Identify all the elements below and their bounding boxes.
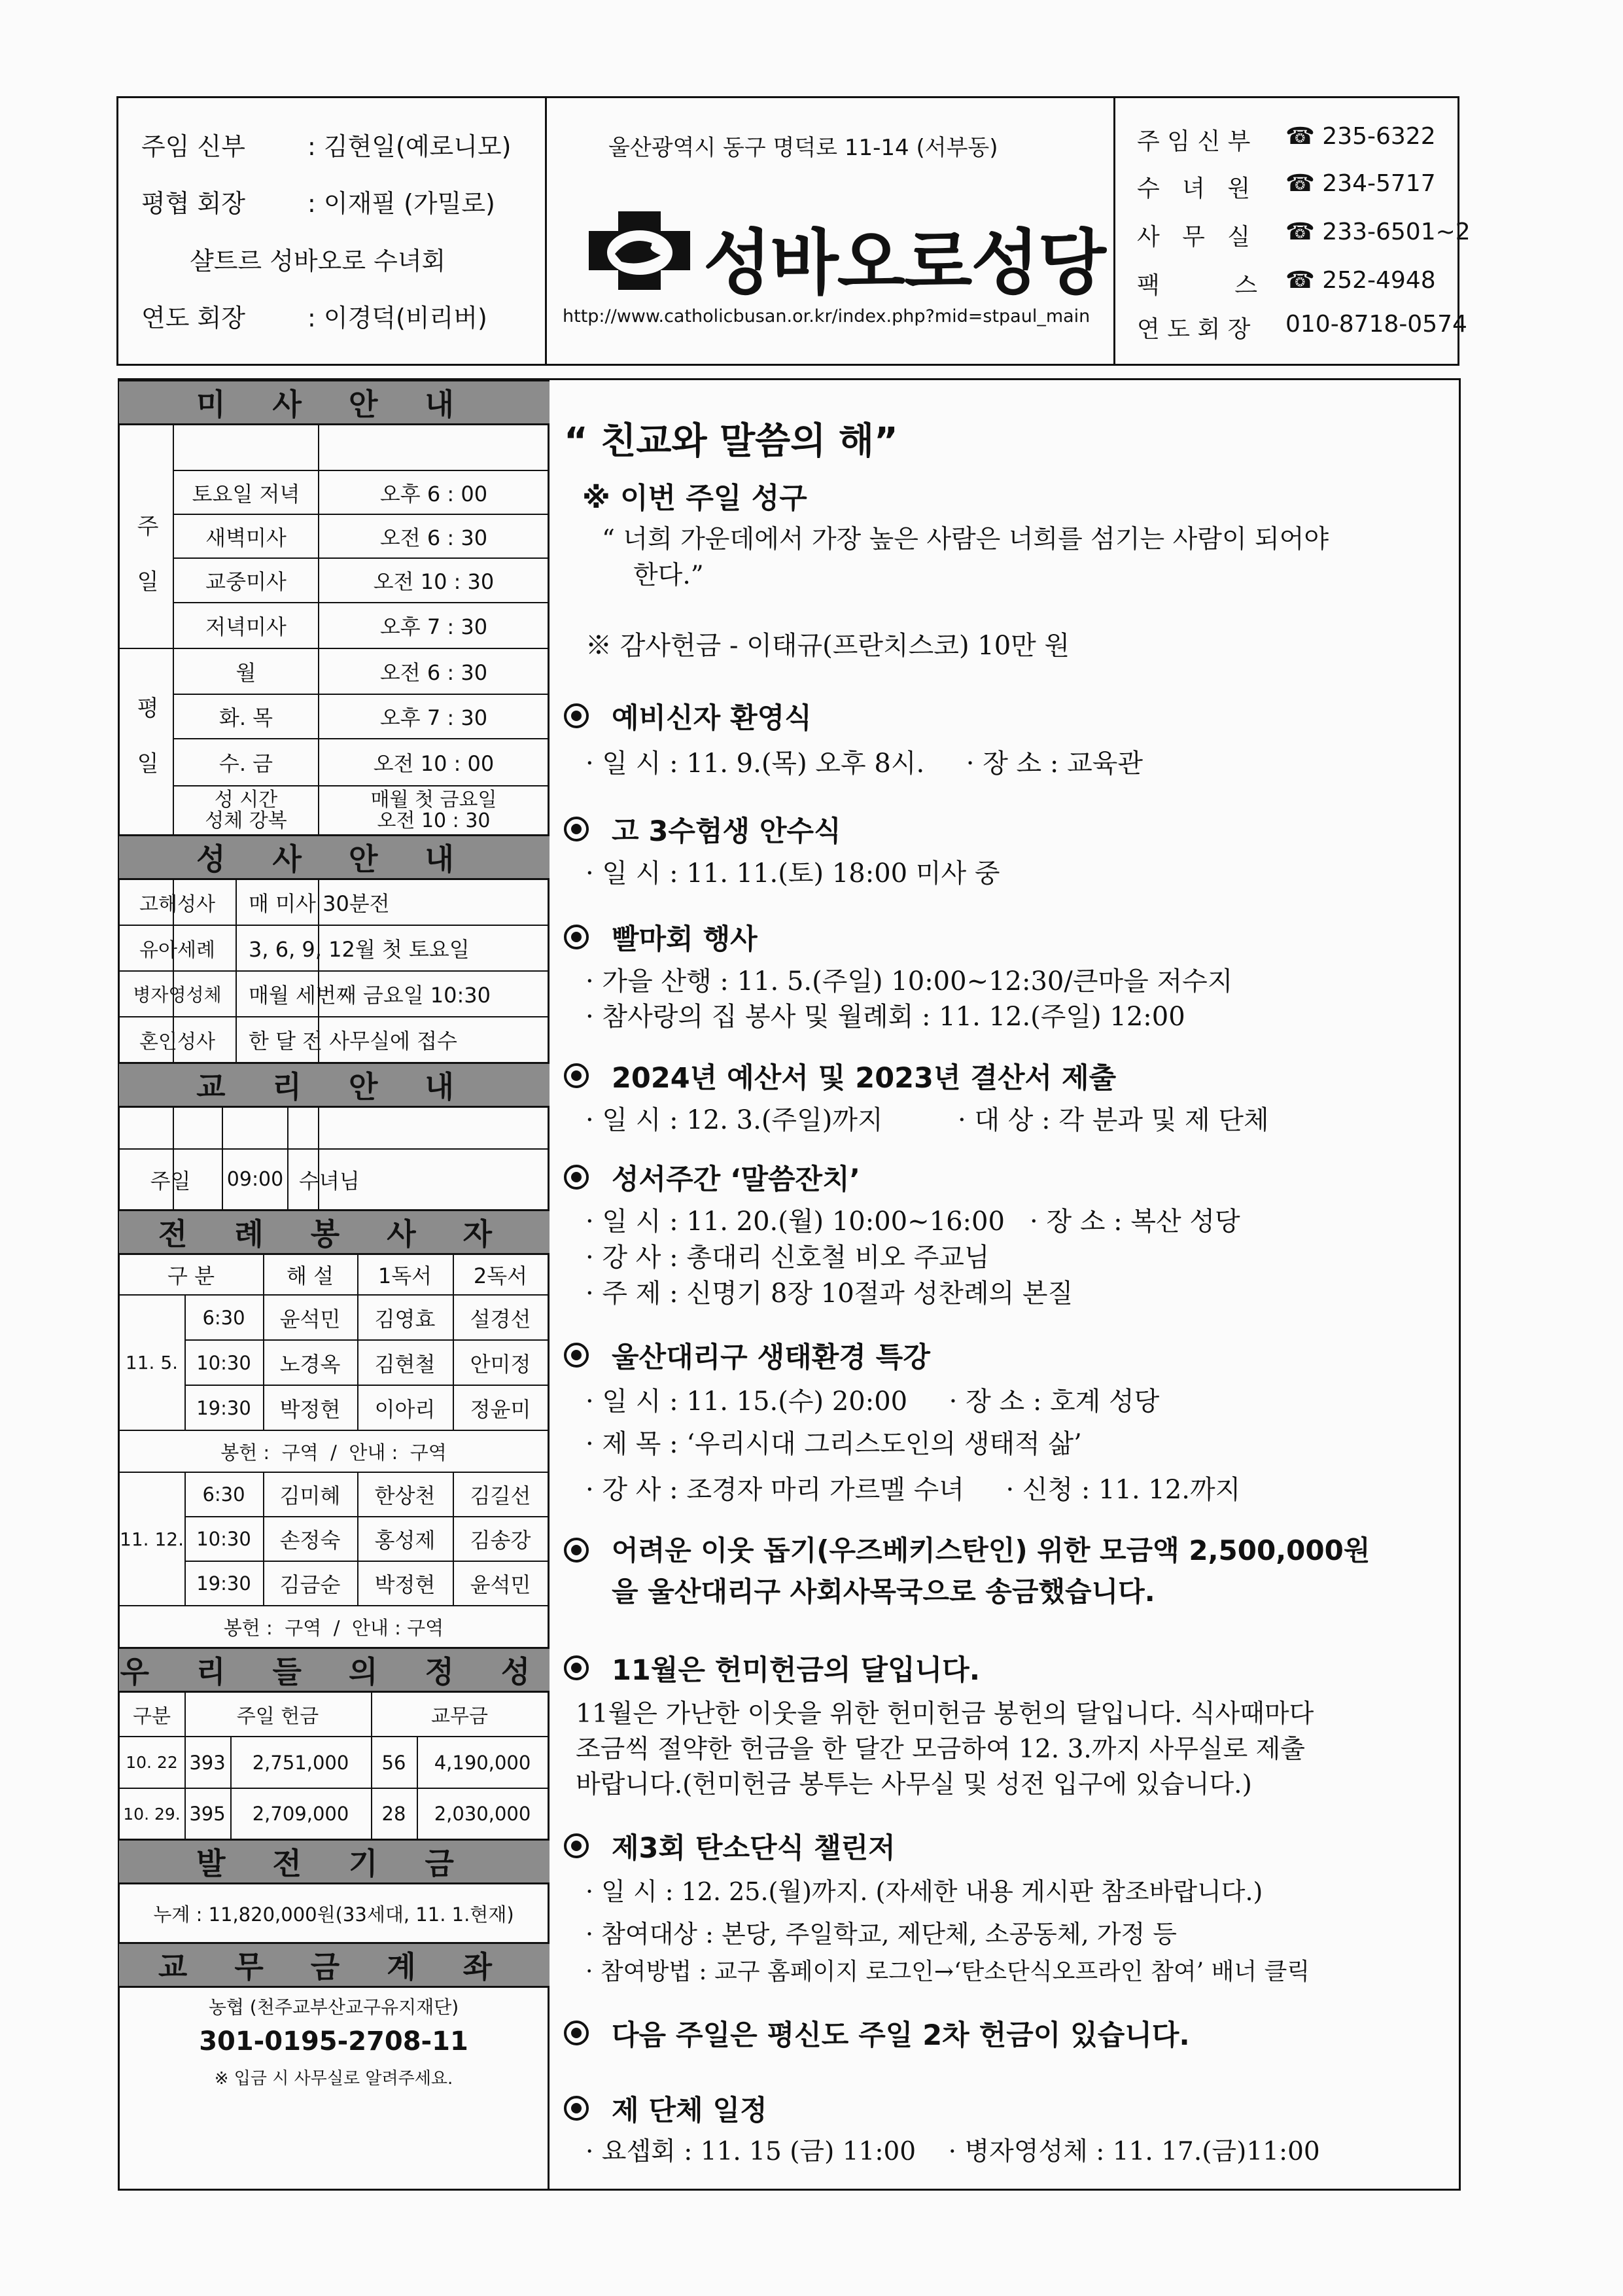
reader-2: 김송강: [470, 1528, 531, 1553]
notice-line: · 일 시 : 11. 11.(토) 18:00 미사 중: [585, 858, 1000, 889]
staff-council-label: 평협 회장: [141, 189, 245, 218]
mass-time: 오전 6 : 30: [379, 660, 488, 685]
account-number[interactable]: 301-0195-2708-11: [199, 2026, 468, 2057]
notice-line: · 강 사 : 조경자 마리 가르멜 수녀 · 신청 : 11. 12.까지: [585, 1475, 1241, 1505]
account-bank: 농협 (천주교부산교구유지재단): [208, 1996, 459, 2018]
notice-title: 빨마회 행사: [612, 923, 758, 956]
mass-name: 토요일 저녁: [192, 481, 300, 506]
offering-header: 구분: [133, 1705, 171, 1728]
sacrament-name: 고해성사: [139, 893, 215, 916]
commentator: 박정현: [279, 1396, 341, 1422]
ministers-header: 구 분: [167, 1263, 215, 1288]
ministers-time: 6:30: [202, 1306, 245, 1329]
notice-line: · 일 시 : 11. 15.(수) 20:00 · 장 소 : 호계 성당: [585, 1386, 1160, 1417]
reader-1: 홍성제: [374, 1528, 436, 1553]
offering-header: 주일 헌금: [236, 1705, 319, 1728]
reader-2: 윤석민: [470, 1572, 531, 1597]
offering-date: 10. 29.: [123, 1804, 181, 1824]
staff-sisters: 샬트르 성바오로 수녀회: [190, 247, 446, 275]
contact-label: 연 도 회 장: [1137, 316, 1251, 343]
offering-amount: 2,709,000: [252, 1803, 349, 1825]
contact-phone: 235-6322: [1322, 123, 1436, 150]
mass-time: 오전 6 : 30: [379, 525, 488, 550]
notice-title: 제3회 탄소단식 챌린저: [612, 1832, 896, 1865]
staff-yeondo-value: : 이경덕(비리버): [307, 304, 487, 332]
bullet-icon: [564, 817, 589, 841]
sacrament-name: 혼인성사: [139, 1031, 215, 1053]
contact-phone: 234-5717: [1322, 170, 1436, 197]
ministers-time: 6:30: [202, 1483, 245, 1506]
reader-2: 안미정: [470, 1351, 531, 1377]
staff-council-value: : 이재필 (가밀로): [307, 189, 495, 218]
sacrament-name: 유아세례: [139, 939, 215, 962]
verse-line: 한다.”: [633, 561, 704, 590]
notice-title: 어려운 이웃 돕기(우즈베키스탄인) 위한 모금액 2,500,000원: [612, 1534, 1370, 1566]
notice-line: · 주 제 : 신명기 8장 10절과 성찬례의 본질: [585, 1279, 1073, 1309]
mass-time: 매월 첫 금요일 오전 10 : 30: [370, 788, 497, 832]
mass-name: 새벽미사: [205, 525, 287, 550]
commentator: 김미혜: [279, 1483, 341, 1508]
sacrament-value: 한 달 전 사무실에 접수: [249, 1029, 457, 1053]
reader-1: 한상천: [374, 1483, 436, 1508]
mass-name: 저녁미사: [205, 614, 287, 639]
bullet-icon: [564, 1063, 589, 1088]
mass-time: 오후 7 : 30: [379, 614, 488, 639]
left-column: [119, 380, 548, 2189]
fund-section-title: 발 전 기 금: [119, 1839, 550, 1884]
ministers-time: 19:30: [196, 1396, 251, 1419]
notice-title: 성서주간 ‘말씀잔치’: [612, 1163, 860, 1196]
notice-line: · 일 시 : 11. 9.(목) 오후 8시. · 장 소 : 교육관: [585, 749, 1143, 779]
notice-line: 조금씩 절약한 헌금을 한 달간 모금하여 12. 3.까지 사무실로 제출: [576, 1735, 1305, 1764]
mass-time: 오후 7 : 30: [379, 705, 488, 730]
sacrament-section-title: 성 사 안 내: [119, 834, 550, 880]
commentator: 김금순: [279, 1572, 341, 1597]
ministers-date: 11. 12.: [120, 1528, 184, 1550]
dues-amount: 2,030,000: [434, 1803, 531, 1825]
reader-2: 정윤미: [470, 1396, 531, 1422]
dues-count: 28: [381, 1803, 406, 1825]
staff-pastor-label: 주임 신부: [141, 132, 245, 161]
ministers-header: 2독서: [473, 1263, 528, 1288]
catechism-section-title: 교 리 안 내: [119, 1062, 550, 1108]
notice-line: 11월은 가난한 이웃을 위한 헌미헌금 봉헌의 달입니다. 식사때마다: [576, 1699, 1314, 1729]
phone-icon: ☎: [1285, 267, 1315, 294]
commentator: 노경옥: [279, 1351, 341, 1377]
reader-1: 박정현: [374, 1572, 436, 1597]
reader-1: 이아리: [374, 1396, 436, 1422]
notice-line: · 참여대상 : 본당, 주일학교, 제단체, 소공동체, 가정 등: [585, 1920, 1177, 1949]
staff-pastor-value: : 김현일(예로니모): [307, 132, 512, 161]
church-url[interactable]: http://www.catholicbusan.or.kr/index.php?mid=stpaul_main: [563, 306, 1091, 327]
notice-line: · 일 시 : 11. 20.(월) 10:00~16:00 · 장 소 : 복산 성당: [585, 1207, 1240, 1237]
offering-header: 교무금: [431, 1705, 488, 1728]
sacrament-value: 매 미사 30분전: [249, 891, 390, 916]
contact-phone: 233-6501~2: [1322, 219, 1471, 245]
bullet-icon: [564, 1833, 589, 1858]
notice-line: · 강 사 : 총대리 신호철 비오 주교님: [585, 1243, 990, 1273]
notice-line: 바랍니다.(헌미헌금 봉투는 사무실 및 성전 입구에 있습니다.): [576, 1770, 1252, 1799]
bullet-icon: [564, 1165, 589, 1190]
account-note: ※ 입금 시 사무실로 알려주세요.: [214, 2068, 453, 2089]
catechism-day: 주일: [150, 1168, 191, 1193]
sunday-label: 주 일: [132, 514, 159, 605]
offering-amount: 2,751,000: [252, 1751, 349, 1774]
dues-amount: 4,190,000: [434, 1751, 531, 1774]
sacrament-value: 매월 세번째 금요일 10:30: [249, 983, 491, 1008]
staff-yeondo-label: 연도 회장: [141, 304, 245, 332]
ministers-time: 19:30: [196, 1572, 251, 1595]
year-theme: “ 친교와 말씀의 해”: [564, 420, 898, 463]
offering-count: 393: [189, 1751, 226, 1774]
mass-name: 교중미사: [205, 569, 287, 594]
offering-date: 10. 22: [126, 1753, 178, 1772]
ministers-time: 10:30: [196, 1528, 251, 1550]
reader-1: 김현철: [374, 1351, 436, 1377]
commentator: 손정숙: [279, 1528, 341, 1553]
mass-name: 수. 금: [218, 751, 273, 776]
verse-title: ※ 이번 주일 성구: [582, 482, 807, 515]
reader-2: 김길선: [470, 1483, 531, 1508]
catechism-time: 09:00: [226, 1168, 284, 1191]
notice-line: · 일 시 : 12. 3.(주일)까지 · 대 상 : 각 분과 및 제 단체: [585, 1105, 1269, 1135]
ministers-section-title: 전 례 봉 사 자: [119, 1209, 550, 1255]
bullet-icon: [564, 1655, 589, 1680]
notice-title-cont: 을 울산대리구 사회사목국으로 송금했습니다.: [612, 1576, 1155, 1608]
dues-count: 56: [381, 1751, 406, 1774]
verse-line: “ 너희 가운데에서 가장 높은 사람은 너희를 섬기는 사람이 되어야: [602, 525, 1329, 554]
bullet-icon: [564, 703, 589, 728]
notice-title: 2024년 예산서 및 2023년 결산서 제출: [612, 1062, 1117, 1095]
ministers-note: 봉헌 : 구역 / 안내 : 구역: [223, 1616, 444, 1639]
notice-title: 울산대리구 생태환경 특강: [612, 1341, 930, 1374]
contact-label: 수 녀 원: [1137, 175, 1250, 202]
notice-line: · 가을 산행 : 11. 5.(주일) 10:00~12:30/큰마을 저수지: [585, 966, 1233, 997]
offering-count: 395: [189, 1803, 226, 1825]
sacrament-value: 3, 6, 9, 12월 첫 토요일: [249, 937, 470, 962]
bullet-icon: [564, 2021, 589, 2045]
notice-line: · 요셉회 : 11. 15 (금) 11:00 · 병자영성체 : 11. 17.(금)11:00: [585, 2137, 1320, 2166]
weekday-label: 평 일: [132, 696, 159, 787]
notice-line: · 참사랑의 집 봉사 및 월례회 : 11. 12.(주일) 12:00: [585, 1002, 1185, 1032]
contact-label: 주 임 신 부: [1137, 128, 1251, 155]
commentator: 윤석민: [279, 1306, 341, 1332]
notice-title: 제 단체 일정: [612, 2094, 767, 2127]
sacrament-name: 병자영성체: [133, 984, 222, 1006]
ministers-header: 해 설: [287, 1263, 334, 1288]
contact-phone: 252-4948: [1322, 267, 1436, 294]
mass-name: 성 시간 성체 강복: [205, 788, 287, 832]
ministers-time: 10:30: [196, 1351, 251, 1374]
contact-phone: 010-8718-0574: [1285, 311, 1467, 338]
phone-icon: ☎: [1285, 123, 1315, 150]
ministers-header: 1독서: [377, 1263, 432, 1288]
bullet-icon: [564, 1538, 589, 1563]
ministers-note: 봉헌 : 구역 / 안내 : 구역: [220, 1441, 447, 1464]
contact-label: 사 무 실: [1137, 224, 1250, 251]
bullet-icon: [564, 925, 589, 949]
account-section-title: 교 무 금 계 좌: [119, 1942, 550, 1988]
notice-line: · 일 시 : 12. 25.(월)까지. (자세한 내용 게시판 참조바랍니다.): [585, 1877, 1263, 1906]
contact-label: 팩 스: [1137, 272, 1257, 299]
fund-total: 누계 : 11,820,000원(33세대, 11. 1.현재): [153, 1903, 514, 1926]
offering-section-title: 우 리 들 의 정 성: [119, 1647, 550, 1693]
mass-section-title: 미 사 안 내: [119, 380, 550, 425]
notice-line: · 참여방법 : 교구 홈페이지 로그인→‘탄소단식오프라인 참여’ 배너 클릭: [585, 1958, 1310, 1985]
bullet-icon: [564, 2096, 589, 2121]
church-logo-icon: [582, 208, 697, 293]
mass-name: 월: [236, 660, 256, 685]
mass-time: 오전 10 : 00: [373, 751, 495, 776]
notice-line: · 제 목 : ‘우리시대 그리스도인의 생태적 삶’: [585, 1429, 1082, 1459]
mass-time: 오후 6 : 00: [379, 481, 488, 506]
bullet-icon: [564, 1343, 589, 1368]
phone-icon: ☎: [1285, 219, 1315, 245]
notice-title: 예비신자 환영식: [612, 702, 812, 735]
ministers-date: 11. 5.: [125, 1352, 179, 1373]
notice-title: 11월은 헌미헌금의 달입니다.: [612, 1654, 981, 1687]
thanks-offering: ※ 감사헌금 - 이태규(프란치스코) 10만 원: [585, 631, 1070, 661]
mass-time: 오전 10 : 30: [373, 569, 495, 594]
church-name: 성바오로성당: [703, 222, 1105, 304]
catechism-teacher: 수녀님: [299, 1168, 360, 1193]
reader-2: 설경선: [470, 1306, 531, 1332]
notice-title: 고 3수험생 안수식: [612, 815, 841, 848]
church-address: 울산광역시 동구 명덕로 11-14 (서부동): [608, 135, 998, 161]
mass-name: 화. 목: [218, 705, 273, 730]
notice-title: 다음 주일은 평신도 주일 2차 헌금이 있습니다.: [612, 2019, 1190, 2052]
phone-icon: ☎: [1285, 170, 1315, 197]
reader-1: 김영효: [374, 1306, 436, 1332]
